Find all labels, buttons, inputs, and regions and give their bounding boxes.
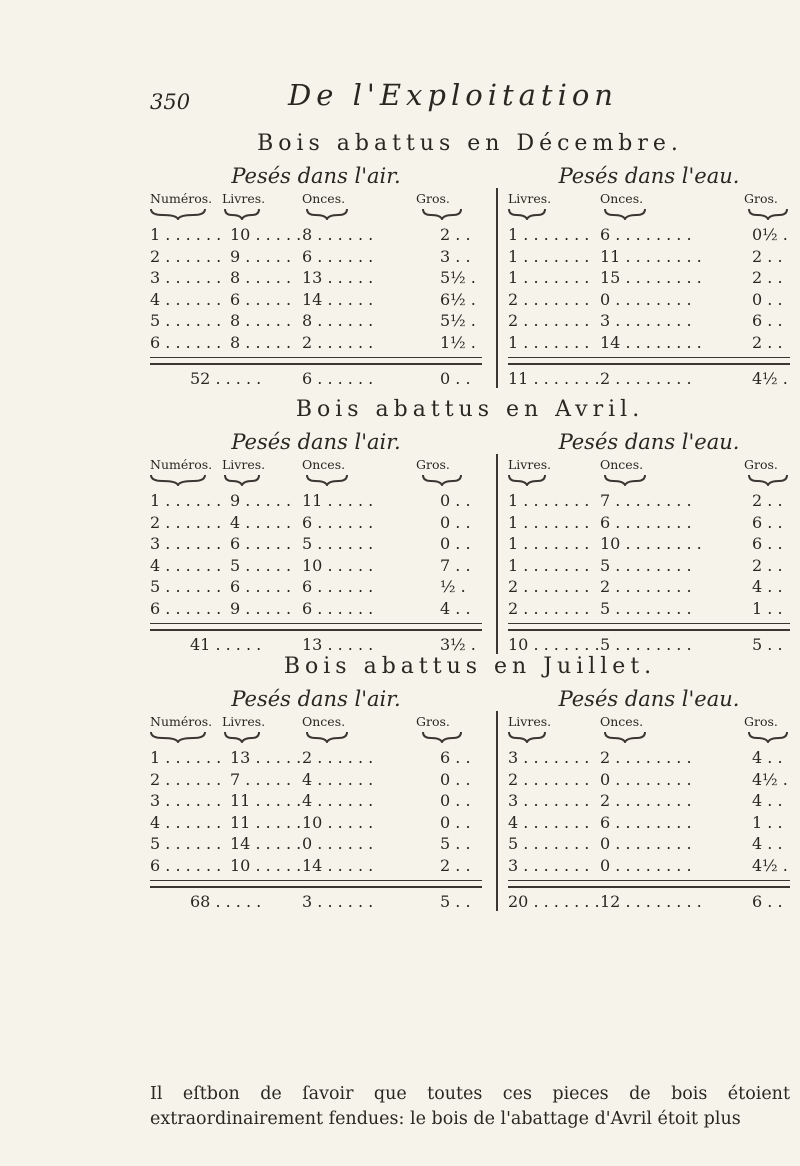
- column-header: Gros.: [416, 457, 450, 472]
- table-cell: 11 . . . . . . . .: [600, 246, 702, 266]
- table-row: [150, 512, 482, 534]
- table-cell: 3 . .: [440, 246, 471, 266]
- brace-mark: [306, 208, 348, 220]
- table-row: [508, 833, 790, 855]
- table-cell: 1 . . . . . . .: [508, 555, 590, 575]
- column-braces: [150, 731, 482, 747]
- column-headers: [150, 713, 482, 731]
- total-cell: 4½ .: [752, 369, 788, 388]
- total-cell: 41 . . . . .: [190, 635, 262, 654]
- table-row: [150, 555, 482, 577]
- table-cell: 1 . . . . . .: [150, 748, 222, 767]
- total-cell: 3 . . . . . .: [302, 892, 374, 911]
- table-row: [508, 555, 790, 577]
- column-header: Livres.: [508, 191, 552, 206]
- column-headers: [508, 713, 790, 731]
- column-braces: [150, 474, 482, 490]
- total-cell: 6 . . . . . .: [302, 369, 374, 388]
- column-header: Gros.: [744, 457, 778, 472]
- table-cell: 6 . . . . . .: [302, 577, 374, 596]
- water-weights-table: [508, 162, 790, 390]
- table-row: [508, 790, 790, 812]
- running-title: De l'Exploitation: [288, 78, 618, 112]
- total-cell: 68 . . . . .: [190, 892, 262, 911]
- table-cell: 2 . . . . . . . .: [600, 791, 692, 810]
- table-cell: 10 . . . . .: [230, 225, 302, 244]
- table-row: [150, 769, 482, 791]
- table-row: [150, 224, 482, 246]
- total-rule: [508, 623, 790, 631]
- table-cell: 2 . . . . . .: [302, 332, 374, 352]
- table-row: [508, 267, 790, 289]
- table-cell: 1½ .: [440, 332, 476, 352]
- table-cell: 4 . .: [752, 791, 783, 810]
- table-cell: 5 . . . . .: [230, 555, 292, 575]
- column-header: Onces.: [600, 714, 644, 729]
- table-cell: 2 . .: [440, 225, 471, 244]
- column-headers: [150, 456, 482, 474]
- table-cell: 6 . . . . . .: [302, 246, 374, 266]
- brace-mark: [508, 208, 546, 220]
- table-cell: 0 . . . . . . . .: [600, 289, 692, 309]
- total-rule: [150, 880, 482, 888]
- table-row: [150, 289, 482, 311]
- table-cell: 4 . . . . .: [230, 512, 292, 532]
- section-title: Bois abattus en Décembre.: [257, 131, 683, 156]
- column-header: Numéros.: [150, 714, 213, 729]
- table-cell: 11 . . . . .: [230, 812, 302, 832]
- table-cell: ½ .: [440, 577, 466, 596]
- total-row: [508, 368, 790, 390]
- table-cell: 4 . .: [440, 598, 471, 618]
- table-cell: 2 . . . . . . .: [508, 289, 590, 309]
- brace-mark: [748, 731, 788, 743]
- table-cell: 6 . .: [752, 512, 783, 532]
- column-header: Livres.: [222, 457, 266, 472]
- table-row: [508, 332, 790, 354]
- table-cell: 1 . . . . . . .: [508, 332, 590, 352]
- table-cell: 7 . .: [440, 555, 471, 575]
- table-cell: 2 . . . . . . .: [508, 311, 590, 330]
- table-cell: 4 . . . . . .: [302, 769, 374, 789]
- table-cell: 10 . . . . .: [302, 812, 374, 832]
- table-cell: 1 . . . . . .: [150, 225, 222, 244]
- table-cell: 15 . . . . . . . .: [600, 268, 702, 287]
- table-cell: 2 . . . . . . . .: [600, 577, 692, 596]
- column-braces: [508, 474, 790, 490]
- table-row: [150, 332, 482, 354]
- table-row: [508, 512, 790, 534]
- table-cell: 2 . . . . . .: [150, 512, 222, 532]
- brace-mark: [224, 474, 260, 486]
- total-cell: 20 . . . . . . .: [508, 892, 600, 911]
- column-header: Onces.: [600, 457, 644, 472]
- brace-mark: [306, 474, 348, 486]
- section-title: Bois abattus en Juillet.: [283, 654, 657, 679]
- table-cell: 1 . . . . . . .: [508, 512, 590, 532]
- total-cell: 2 . . . . . . . .: [600, 369, 692, 388]
- total-rule: [508, 357, 790, 365]
- table-cell: 3 . . . . . . . .: [600, 311, 692, 330]
- table-cell: 2 . .: [752, 332, 783, 352]
- water-weights-table: [508, 685, 790, 913]
- column-header: Gros.: [744, 191, 778, 206]
- column-braces: [508, 731, 790, 747]
- table-cell: 6 . . . . .: [230, 577, 292, 596]
- table-row: [150, 855, 482, 877]
- total-cell: 13 . . . . .: [302, 635, 374, 654]
- table-cell: 2 . .: [752, 555, 783, 575]
- table-subheading: Pesés dans l'eau.: [558, 164, 740, 188]
- air-weights-table: [150, 162, 482, 390]
- column-header: Gros.: [744, 714, 778, 729]
- table-cell: 4 . . . . . .: [302, 791, 374, 810]
- table-cell: 6 . . . . . . . .: [600, 225, 692, 244]
- column-header: Onces.: [302, 457, 346, 472]
- table-cell: 5 . . . . . .: [150, 311, 222, 330]
- table-cell: 6 . .: [752, 534, 783, 553]
- table-cell: 0 . .: [440, 769, 471, 789]
- table-cell: 1 . . . . . . .: [508, 225, 590, 244]
- weighing-section: [150, 653, 790, 911]
- brace-mark: [508, 474, 546, 486]
- table-cell: 14 . . . . .: [302, 855, 374, 875]
- column-header: Onces.: [600, 191, 644, 206]
- total-cell: 5 . .: [440, 892, 471, 911]
- table-cell: 6 . . . . . .: [150, 598, 222, 618]
- total-row: [508, 891, 790, 913]
- table-cell: 4 . .: [752, 834, 783, 853]
- table-cell: 11 . . . . .: [230, 791, 302, 810]
- table-cell: 11 . . . . .: [302, 491, 374, 510]
- table-cell: 10 . . . . .: [302, 555, 374, 575]
- table-cell: 2 . .: [752, 491, 783, 510]
- table-cell: 6 . . . . .: [230, 289, 292, 309]
- page-number: 350: [150, 90, 191, 114]
- table-cell: 1 . . . . . . .: [508, 491, 590, 510]
- table-cell: 14 . . . . .: [230, 834, 302, 853]
- table-cell: 2 . .: [440, 855, 471, 875]
- table-cell: 6½ .: [440, 289, 476, 309]
- weighing-section: [150, 396, 790, 654]
- running-head: [150, 78, 710, 118]
- column-header: Onces.: [302, 714, 346, 729]
- total-row: [150, 891, 482, 913]
- table-cell: 13 . . . . .: [230, 748, 302, 767]
- table-cell: 8 . . . . .: [230, 268, 292, 287]
- table-cell: 2 . . . . . . . .: [600, 748, 692, 767]
- column-header: Numéros.: [150, 457, 213, 472]
- total-cell: 5 . .: [752, 635, 783, 654]
- table-cell: 3 . . . . . .: [150, 268, 222, 287]
- total-cell: 5 . . . . . . . .: [600, 635, 692, 654]
- table-cell: 6 . . . . . .: [302, 512, 374, 532]
- section-title: Bois abattus en Avril.: [295, 397, 645, 422]
- column-header: Numéros.: [150, 191, 213, 206]
- table-row: [508, 533, 790, 555]
- table-cell: 4 . .: [752, 577, 783, 596]
- brace-mark: [604, 474, 646, 486]
- table-subheading: Pesés dans l'air.: [231, 687, 401, 711]
- table-cell: 5 . . . . . . . .: [600, 555, 692, 575]
- brace-mark: [150, 208, 206, 220]
- table-cell: 7 . . . . .: [230, 769, 292, 789]
- total-rule: [150, 357, 482, 365]
- column-braces: [150, 208, 482, 224]
- table-row: [508, 289, 790, 311]
- table-cell: 0 . .: [440, 512, 471, 532]
- table-cell: 1 . .: [752, 812, 783, 832]
- table-row: [150, 747, 482, 769]
- table-row: [508, 310, 790, 332]
- table-cell: 0½ .: [752, 225, 788, 244]
- brace-mark: [508, 731, 546, 743]
- table-row: [508, 855, 790, 877]
- table-cell: 1 . . . . . . .: [508, 246, 590, 266]
- table-cell: 8 . . . . .: [230, 332, 292, 352]
- table-row: [508, 598, 790, 620]
- table-cell: 0 . . . . . . . .: [600, 769, 692, 789]
- table-cell: 0 . . . . . .: [302, 834, 374, 853]
- brace-mark: [150, 731, 206, 743]
- table-cell: 5 . . . . . .: [302, 534, 374, 553]
- table-row: [150, 812, 482, 834]
- table-cell: 7 . . . . . . . .: [600, 491, 692, 510]
- table-cell: 14 . . . . .: [302, 289, 374, 309]
- table-cell: 1 . . . . . . .: [508, 534, 590, 553]
- air-weights-table: [150, 428, 482, 656]
- total-cell: 3½ .: [440, 635, 476, 654]
- table-row: [150, 790, 482, 812]
- table-cell: 2 . . . . . . .: [508, 577, 590, 596]
- table-cell: 6 . . . . . . . .: [600, 812, 692, 832]
- total-row: [150, 368, 482, 390]
- table-row: [508, 224, 790, 246]
- column-headers: [508, 190, 790, 208]
- table-cell: 10 . . . . . . . .: [600, 534, 702, 553]
- table-cell: 2 . .: [752, 268, 783, 287]
- table-row: [150, 490, 482, 512]
- table-cell: 0 . . . . . . . .: [600, 855, 692, 875]
- table-cell: 8 . . . . . .: [302, 311, 374, 330]
- total-cell: 11 . . . . . . .: [508, 369, 600, 388]
- brace-mark: [224, 731, 260, 743]
- table-cell: 6 . . . . . .: [150, 332, 222, 352]
- table-subheading: Pesés dans l'air.: [231, 164, 401, 188]
- table-cell: 4½ .: [752, 855, 788, 875]
- table-row: [150, 833, 482, 855]
- table-cell: 3 . . . . . . .: [508, 748, 590, 767]
- table-cell: 2 . . . . . .: [150, 246, 222, 266]
- table-cell: 0 . .: [440, 791, 471, 810]
- column-header: Livres.: [222, 191, 266, 206]
- table-cell: 0 . .: [440, 491, 471, 510]
- table-cell: 8 . . . . . .: [302, 225, 374, 244]
- column-header: Gros.: [416, 714, 450, 729]
- total-cell: 10 . . . . . . .: [508, 635, 600, 654]
- table-cell: 0 . . . . . . . .: [600, 834, 692, 853]
- table-cell: 3 . . . . . .: [150, 534, 222, 553]
- table-cell: 5½ .: [440, 268, 476, 287]
- table-cell: 3 . . . . . .: [150, 791, 222, 810]
- table-cell: 6 . .: [752, 311, 783, 330]
- table-cell: 2 . . . . . . .: [508, 769, 590, 789]
- table-cell: 5 . . . . . .: [150, 834, 222, 853]
- total-rule: [150, 623, 482, 631]
- total-cell: 12 . . . . . . . .: [600, 892, 702, 911]
- air-weights-table: [150, 685, 482, 913]
- column-header: Livres.: [222, 714, 266, 729]
- table-cell: 5½ .: [440, 311, 476, 330]
- table-cell: 10 . . . . .: [230, 855, 302, 875]
- column-header: Livres.: [508, 457, 552, 472]
- table-row: [508, 747, 790, 769]
- table-cell: 2 . . . . . .: [150, 769, 222, 789]
- table-row: [150, 598, 482, 620]
- table-cell: 4 . . . . . .: [150, 812, 222, 832]
- table-cell: 0 . .: [752, 289, 783, 309]
- table-cell: 13 . . . . .: [302, 268, 374, 287]
- column-braces: [508, 208, 790, 224]
- table-cell: 0 . .: [440, 534, 471, 553]
- table-cell: 4 . . . . . .: [150, 289, 222, 309]
- table-cell: 2 . .: [752, 246, 783, 266]
- table-cell: 0 . .: [440, 812, 471, 832]
- table-row: [150, 246, 482, 268]
- table-row: [508, 812, 790, 834]
- table-subheading: Pesés dans l'eau.: [558, 687, 740, 711]
- brace-mark: [748, 474, 788, 486]
- brace-mark: [150, 474, 206, 486]
- table-cell: 4 . . . . . . .: [508, 812, 590, 832]
- brace-mark: [422, 474, 462, 486]
- table-row: [508, 246, 790, 268]
- brace-mark: [604, 731, 646, 743]
- table-row: [150, 576, 482, 598]
- table-subheading: Pesés dans l'air.: [231, 430, 401, 454]
- table-cell: 1 . . . . . .: [150, 491, 222, 510]
- table-cell: 4 . . . . . .: [150, 555, 222, 575]
- table-cell: 9 . . . . .: [230, 598, 292, 618]
- table-cell: 4 . .: [752, 748, 783, 767]
- column-headers: [508, 456, 790, 474]
- table-cell: 1 . .: [752, 598, 783, 618]
- table-cell: 5 . . . . . . .: [508, 834, 590, 853]
- body-paragraph: Il eſtbon de ſavoir que toutes ces pieces de bois étoient extraordinairement fendues: le bois de l'abattage d'Avril étoit plus: [150, 1083, 790, 1129]
- table-cell: 8 . . . . .: [230, 311, 292, 330]
- table-row: [150, 533, 482, 555]
- table-cell: 9 . . . . .: [230, 491, 292, 510]
- table-cell: 5 . . . . . . . .: [600, 598, 692, 618]
- table-row: [150, 310, 482, 332]
- table-cell: 6 . . . . . . . .: [600, 512, 692, 532]
- table-cell: 6 . . . . . .: [150, 855, 222, 875]
- total-rule: [508, 880, 790, 888]
- table-cell: 5 . .: [440, 834, 471, 853]
- table-cell: 6 . .: [440, 748, 471, 767]
- column-header: Onces.: [302, 191, 346, 206]
- table-cell: 4½ .: [752, 769, 788, 789]
- total-cell: 6 . .: [752, 892, 783, 911]
- table-row: [508, 769, 790, 791]
- column-header: Livres.: [508, 714, 552, 729]
- table-cell: 9 . . . . .: [230, 246, 292, 266]
- table-cell: 3 . . . . . . .: [508, 855, 590, 875]
- brace-mark: [748, 208, 788, 220]
- water-weights-table: [508, 428, 790, 656]
- total-cell: 52 . . . . .: [190, 369, 262, 388]
- table-cell: 2 . . . . . . .: [508, 598, 590, 618]
- table-cell: 2 . . . . . .: [302, 748, 374, 767]
- table-cell: 6 . . . . . .: [302, 598, 374, 618]
- table-cell: 3 . . . . . . .: [508, 791, 590, 810]
- table-row: [508, 490, 790, 512]
- brace-mark: [422, 731, 462, 743]
- table-cell: 1 . . . . . . .: [508, 268, 590, 287]
- table-row: [508, 576, 790, 598]
- brace-mark: [224, 208, 260, 220]
- column-header: Gros.: [416, 191, 450, 206]
- table-row: [150, 267, 482, 289]
- table-subheading: Pesés dans l'eau.: [558, 430, 740, 454]
- column-headers: [150, 190, 482, 208]
- table-cell: 14 . . . . . . . .: [600, 332, 702, 352]
- total-cell: 0 . .: [440, 369, 471, 388]
- brace-mark: [422, 208, 462, 220]
- weighing-section: [150, 130, 790, 388]
- brace-mark: [306, 731, 348, 743]
- table-cell: 6 . . . . .: [230, 534, 292, 553]
- brace-mark: [604, 208, 646, 220]
- table-cell: 5 . . . . . .: [150, 577, 222, 596]
